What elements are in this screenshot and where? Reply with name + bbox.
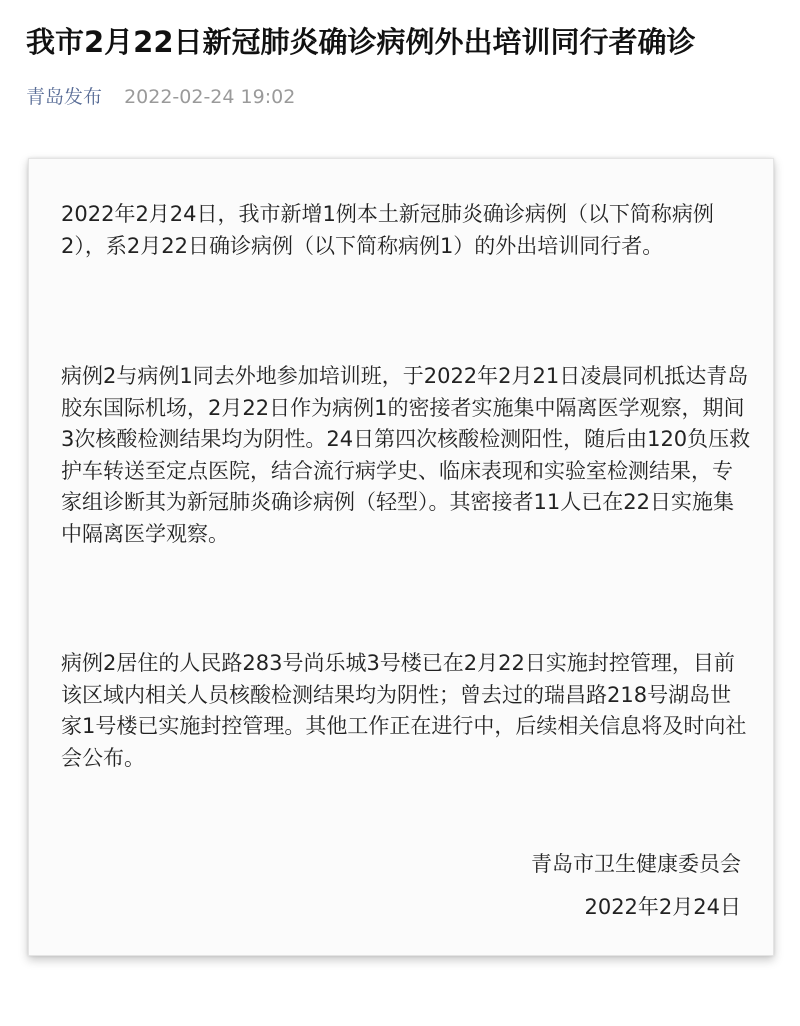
signature-date: 2022年2月24日 bbox=[584, 895, 741, 919]
cropped-caption-fragment bbox=[480, 1016, 780, 1026]
article-source-link[interactable]: 青岛发布 bbox=[26, 86, 103, 108]
signature-organization: 青岛市卫生健康委员会 bbox=[531, 852, 741, 876]
paragraph-2: 病例2与病例1同去外地参加培训班，于2022年2月21日凌晨同机抵达青岛胶东国际机场，2月22日作为病例1的密接者实施集中隔离医学观察，期间3次核酸检测结果均为阴性。24日第四次核酸检测阳性，随后由120负压救护车转送至定点医院，结合流行病学史、临床表现和实验室检测结果，专家组诊断其为新冠肺炎确诊病例（轻型）。其密接者11人已在22日实施集中隔离医学观察。 bbox=[61, 364, 751, 546]
paragraph-1: 2022年2月24日，我市新增1例本土新冠肺炎确诊病例（以下简称病例2），系2月22日确诊病例（以下简称病例1）的外出培训同行者。 bbox=[61, 202, 714, 258]
article-meta bbox=[26, 84, 295, 110]
publish-time: 2022-02-24 19:02 bbox=[124, 86, 296, 108]
paragraph-3: 病例2居住的人民路283号尚乐城3号楼已在2月22日实施封控管理，目前该区域内相关人员核酸检测结果均为阴性；曾去过的瑞昌路218号湖岛世家1号楼已实施封控管理。其他工作正在进行中，后续相关信息将及时向社会公布。 bbox=[61, 651, 747, 770]
announcement-image bbox=[28, 158, 774, 956]
article-title: 我市2月22日新冠肺炎确诊病例外出培训同行者确诊 bbox=[26, 25, 696, 59]
